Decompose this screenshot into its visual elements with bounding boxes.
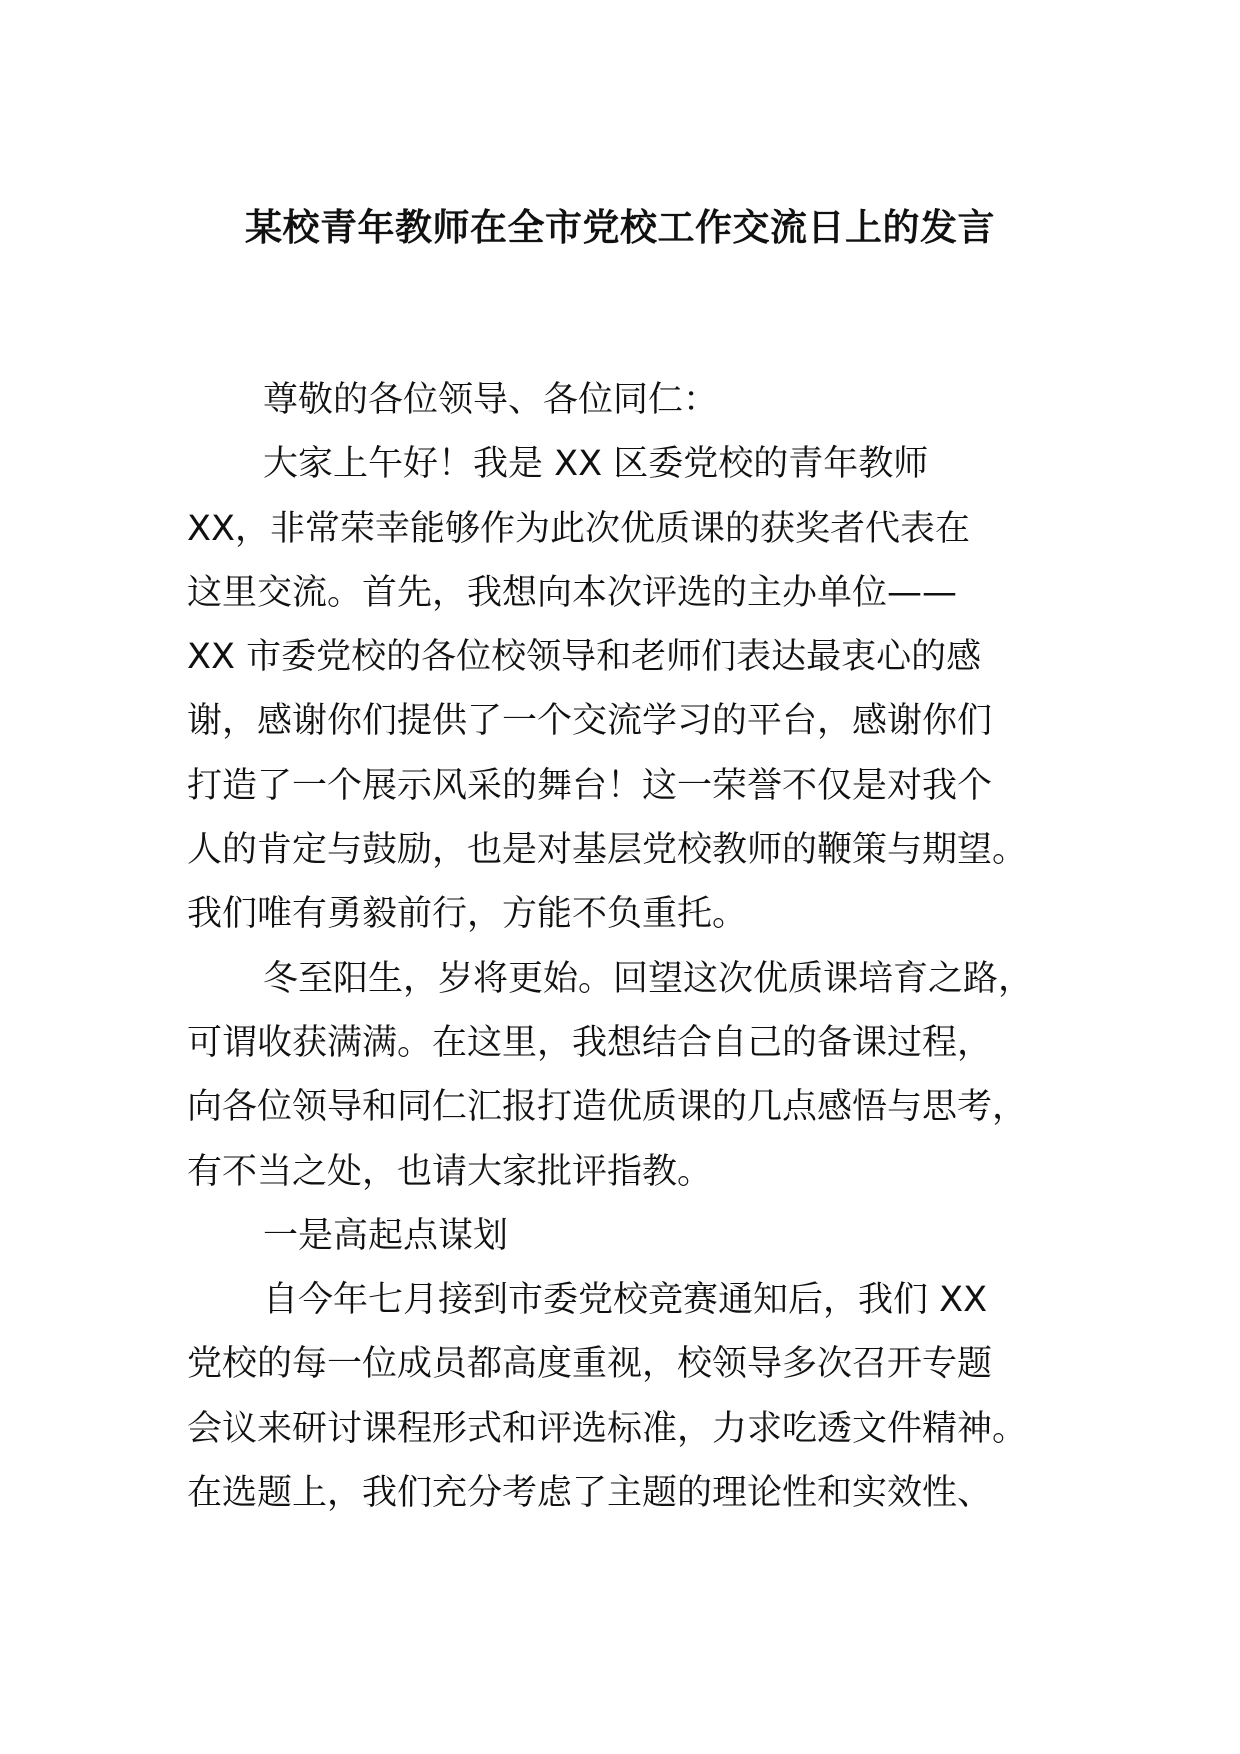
body-line: 冬至阳生，岁将更始。回望这次优质课培育之路， bbox=[263, 958, 1034, 999]
body-line: 尊敬的各位领导、各位同仁： bbox=[263, 380, 719, 420]
document-title: 某校青年教师在全市党校工作交流日上的发言 bbox=[245, 206, 995, 249]
document-body bbox=[187, 368, 1087, 1525]
body-line: 大家上午好！我是 XX 区委党校的青年教师 bbox=[263, 444, 929, 485]
body-line: XX，非常荣幸能够作为此次优质课的获奖者代表在 bbox=[187, 508, 970, 549]
body-line: 自今年七月接到市委党校竞赛通知后，我们 XX bbox=[263, 1280, 988, 1321]
body-line: 打造了一个展示风采的舞台！这一荣誉不仅是对我个 bbox=[187, 765, 993, 806]
body-line: 有不当之处，也请大家批评指教。 bbox=[187, 1151, 713, 1192]
body-line: 人的肯定与鼓励，也是对基层党校教师的鞭策与期望。 bbox=[187, 830, 1028, 871]
body-line: 党校的每一位成员都高度重视，校领导多次召开专题 bbox=[187, 1344, 993, 1385]
body-line: 谢，感谢你们提供了一个交流学习的平台，感谢你们 bbox=[187, 701, 993, 742]
body-line: 这里交流。首先，我想向本次评选的主办单位—— bbox=[187, 572, 958, 613]
body-line: 在选题上，我们充分考虑了主题的理论性和实效性、 bbox=[187, 1473, 993, 1514]
body-line: 可谓收获满满。在这里，我想结合自己的备课过程， bbox=[187, 1022, 993, 1063]
body-line: 我们唯有勇毅前行，方能不负重托。 bbox=[187, 894, 748, 935]
body-line: 会议来研讨课程形式和评选标准，力求吃透文件精神。 bbox=[187, 1408, 1028, 1449]
body-line: 一是高起点谋划 bbox=[263, 1215, 509, 1256]
body-line: 向各位领导和同仁汇报打造优质课的几点感悟与思考， bbox=[187, 1087, 1028, 1128]
body-line: XX 市委党校的各位校领导和老师们表达最衷心的感 bbox=[187, 637, 982, 678]
